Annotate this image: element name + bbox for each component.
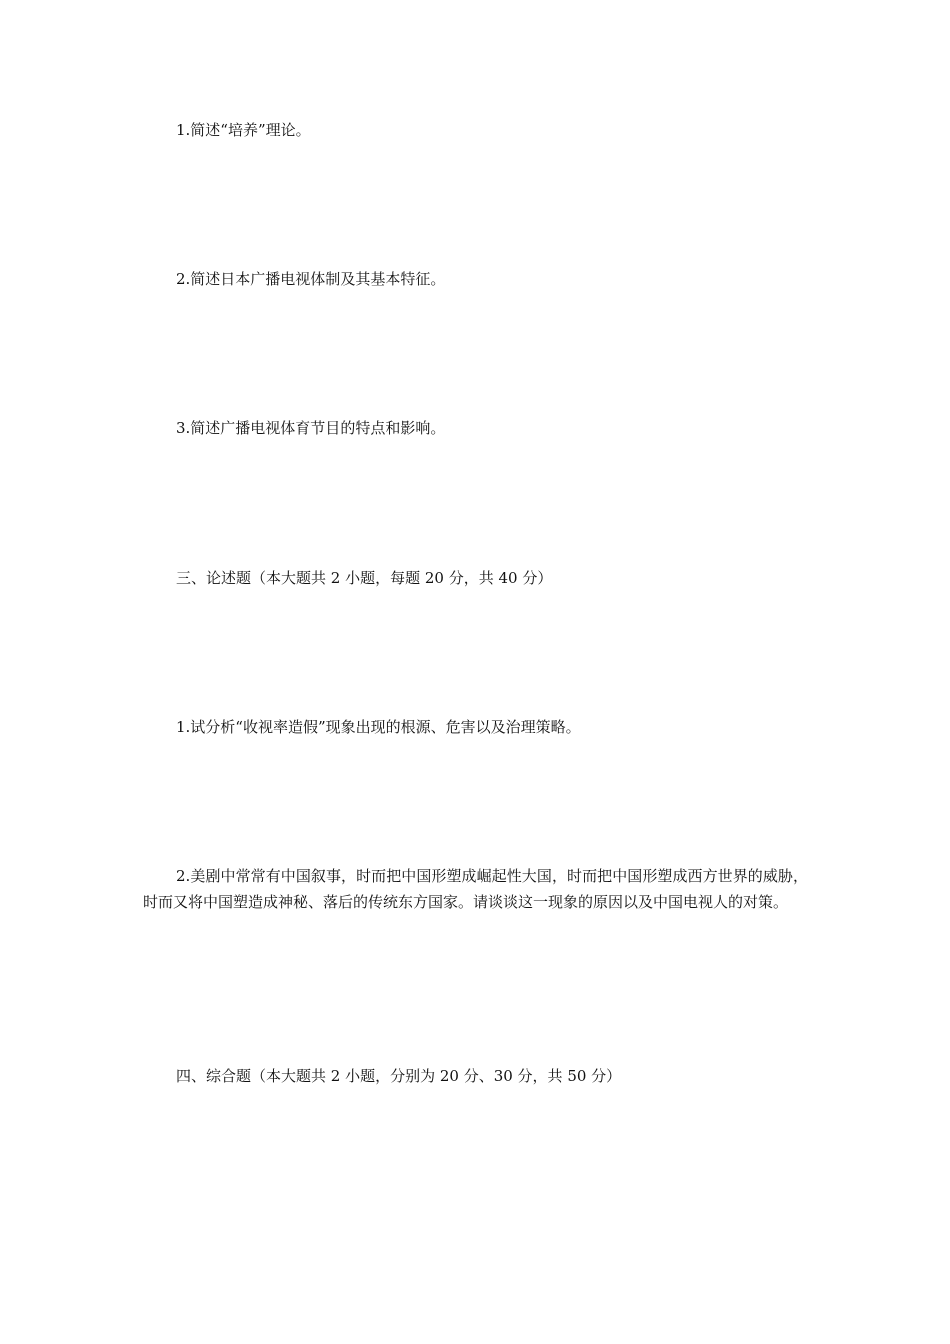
essay-question-1: 1.试分析“收视率造假”现象出现的根源、危害以及治理策略。 [176,718,581,736]
section-heading-essay: 三、论述题（本大题共 2 小题，每题 20 分，共 40 分） [176,569,553,587]
section-heading-comprehensive: 四、综合题（本大题共 2 小题，分别为 20 分、30 分，共 50 分） [176,1067,622,1085]
essay-question-2: 2.美剧中常常有中国叙事，时而把中国形塑成崛起性大国，时而把中国形塑成西方世界的威胁，时而又将中国塑造成神秘、落后的传统东方国家。请谈谈这一现象的原因以及中国电视人的对策。 [143,867,808,911]
question-1: 1.简述“培养”理论。 [176,121,311,139]
question-2: 2.简述日本广播电视体制及其基本特征。 [176,270,446,288]
question-3: 3.简述广播电视体育节目的特点和影响。 [176,419,446,437]
